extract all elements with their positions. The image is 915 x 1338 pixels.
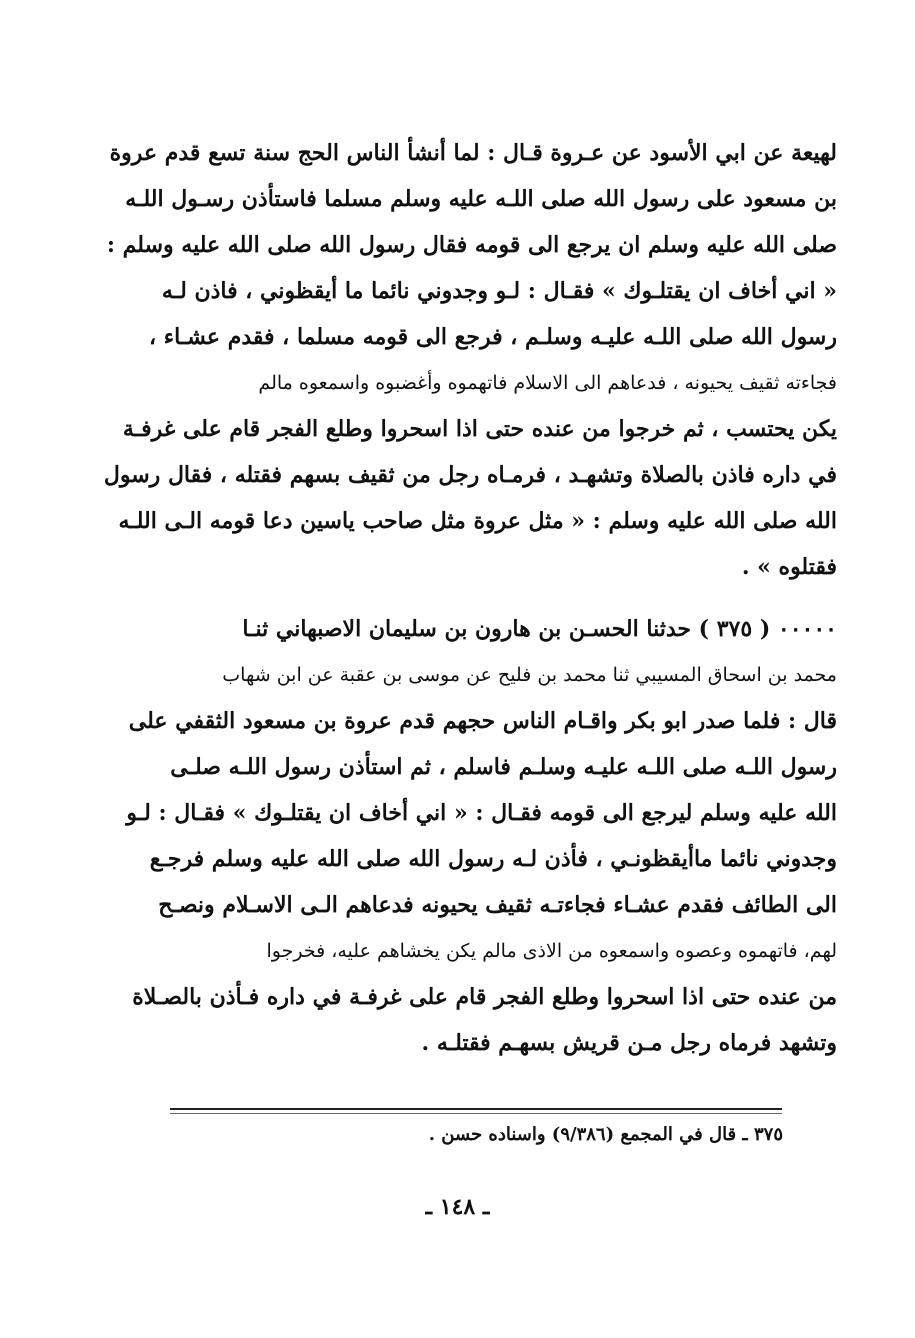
text-line: وجدوني نائما ماأيقظونـي ، فأذن لـه رسول الله صلى الله عليه وسلم فرجـع <box>149 846 837 872</box>
text-line: بن مسعود على رسول الله صلى اللـه عليه وسلم مسلما فاستأذن رسـول اللـه <box>125 186 837 212</box>
text-line: « اني أخاف ان يقتلـوك » فقـال : لـو وجدوني نائما ما أيقظوني ، فاذن لـه <box>161 278 837 304</box>
hadith-heading-line: ٠٠٠٠٠ ( ٣٧٥ ) حدثنا الحسـن بن هارون بن سليمان الاصبهاني ثنـا <box>242 616 837 642</box>
text-line: رسول اللـه صلى اللـه عليـه وسلـم فاسلم ، ثم استأذن رسول اللـه صلـى <box>170 754 837 780</box>
text-line: في داره فاذن بالصلاة وتشهـد ، فرمـاه رجل من ثقيف بسهم فقتله ، فقال رسول <box>103 462 837 488</box>
text-line: يكن يحتسب ، ثم خرجوا من عنده حتى اذا اسحروا وطلع الفجر قام على غرفـة <box>122 416 837 442</box>
text-line: وتشهد فرماه رجل مـن قريش بسهـم فقتلـه . <box>421 1030 837 1056</box>
text-line: قال : فلما صدر ابو بكر واقـام الناس حجهم قدم عروة بن مسعود الثقفي على <box>128 708 837 734</box>
text-line: رسول الله صلى اللـه عليـه وسلـم ، فرجع الى قومه مسلما ، فقدم عشـاء ، <box>149 324 837 350</box>
text-line: محمد بن اسحاق المسيبي ثنا محمد بن فليح عن موسى بن عقبة عن ابن شهاب <box>222 664 837 686</box>
page-number: ـ ١٤٨ ـ <box>425 1194 490 1220</box>
text-line: الله صلى الله عليه وسلم : « مثل عروة مثل صاحب ياسين دعا قومه الـى اللـه <box>118 508 837 534</box>
text-line: الى الطائف فقدم عشـاء فجاءتـه ثقيف يحيونه فدعاهم الـى الاسـلام ونصـح <box>158 892 837 918</box>
paragraph-hadith-375 <box>77 606 837 1066</box>
text-line: الله عليه وسلم ليرجع الى قومه فقـال : « اني أخاف ان يقتلـوك » فقـال : لـو <box>126 800 837 826</box>
footnote-divider <box>170 1108 782 1110</box>
text-line: فقتلوه » . <box>741 554 837 580</box>
text-line: صلى الله عليه وسلم ان يرجع الى قومه فقال رسول الله صلى الله عليه وسلم : <box>106 232 837 258</box>
footnote-text: ٣٧٥ ـ قال في المجمع (٩/٣٨٦) واسناده حسن . <box>428 1124 783 1145</box>
text-line: لهم، فاتهموه وعصوه واسمعوه من الاذى مالم يكن يخشاهم عليه، فخرجوا <box>266 940 837 962</box>
paragraph-narration-urwa <box>77 130 837 590</box>
text-line: من عنده حتى اذا اسحروا وطلع الفجر قام على غرفـة في داره فـأذن بالصـلاة <box>132 984 837 1010</box>
text-line: فجاءته ثقيف يحيونه ، فدعاهم الى الاسلام فاتهموه وأغضبوه واسمعوه مالم <box>258 372 837 394</box>
text-line: لهيعة عن ابي الأسود عن عـروة قـال : لما أنشأ الناس الحج سنة تسع قدم عروة <box>109 140 837 166</box>
